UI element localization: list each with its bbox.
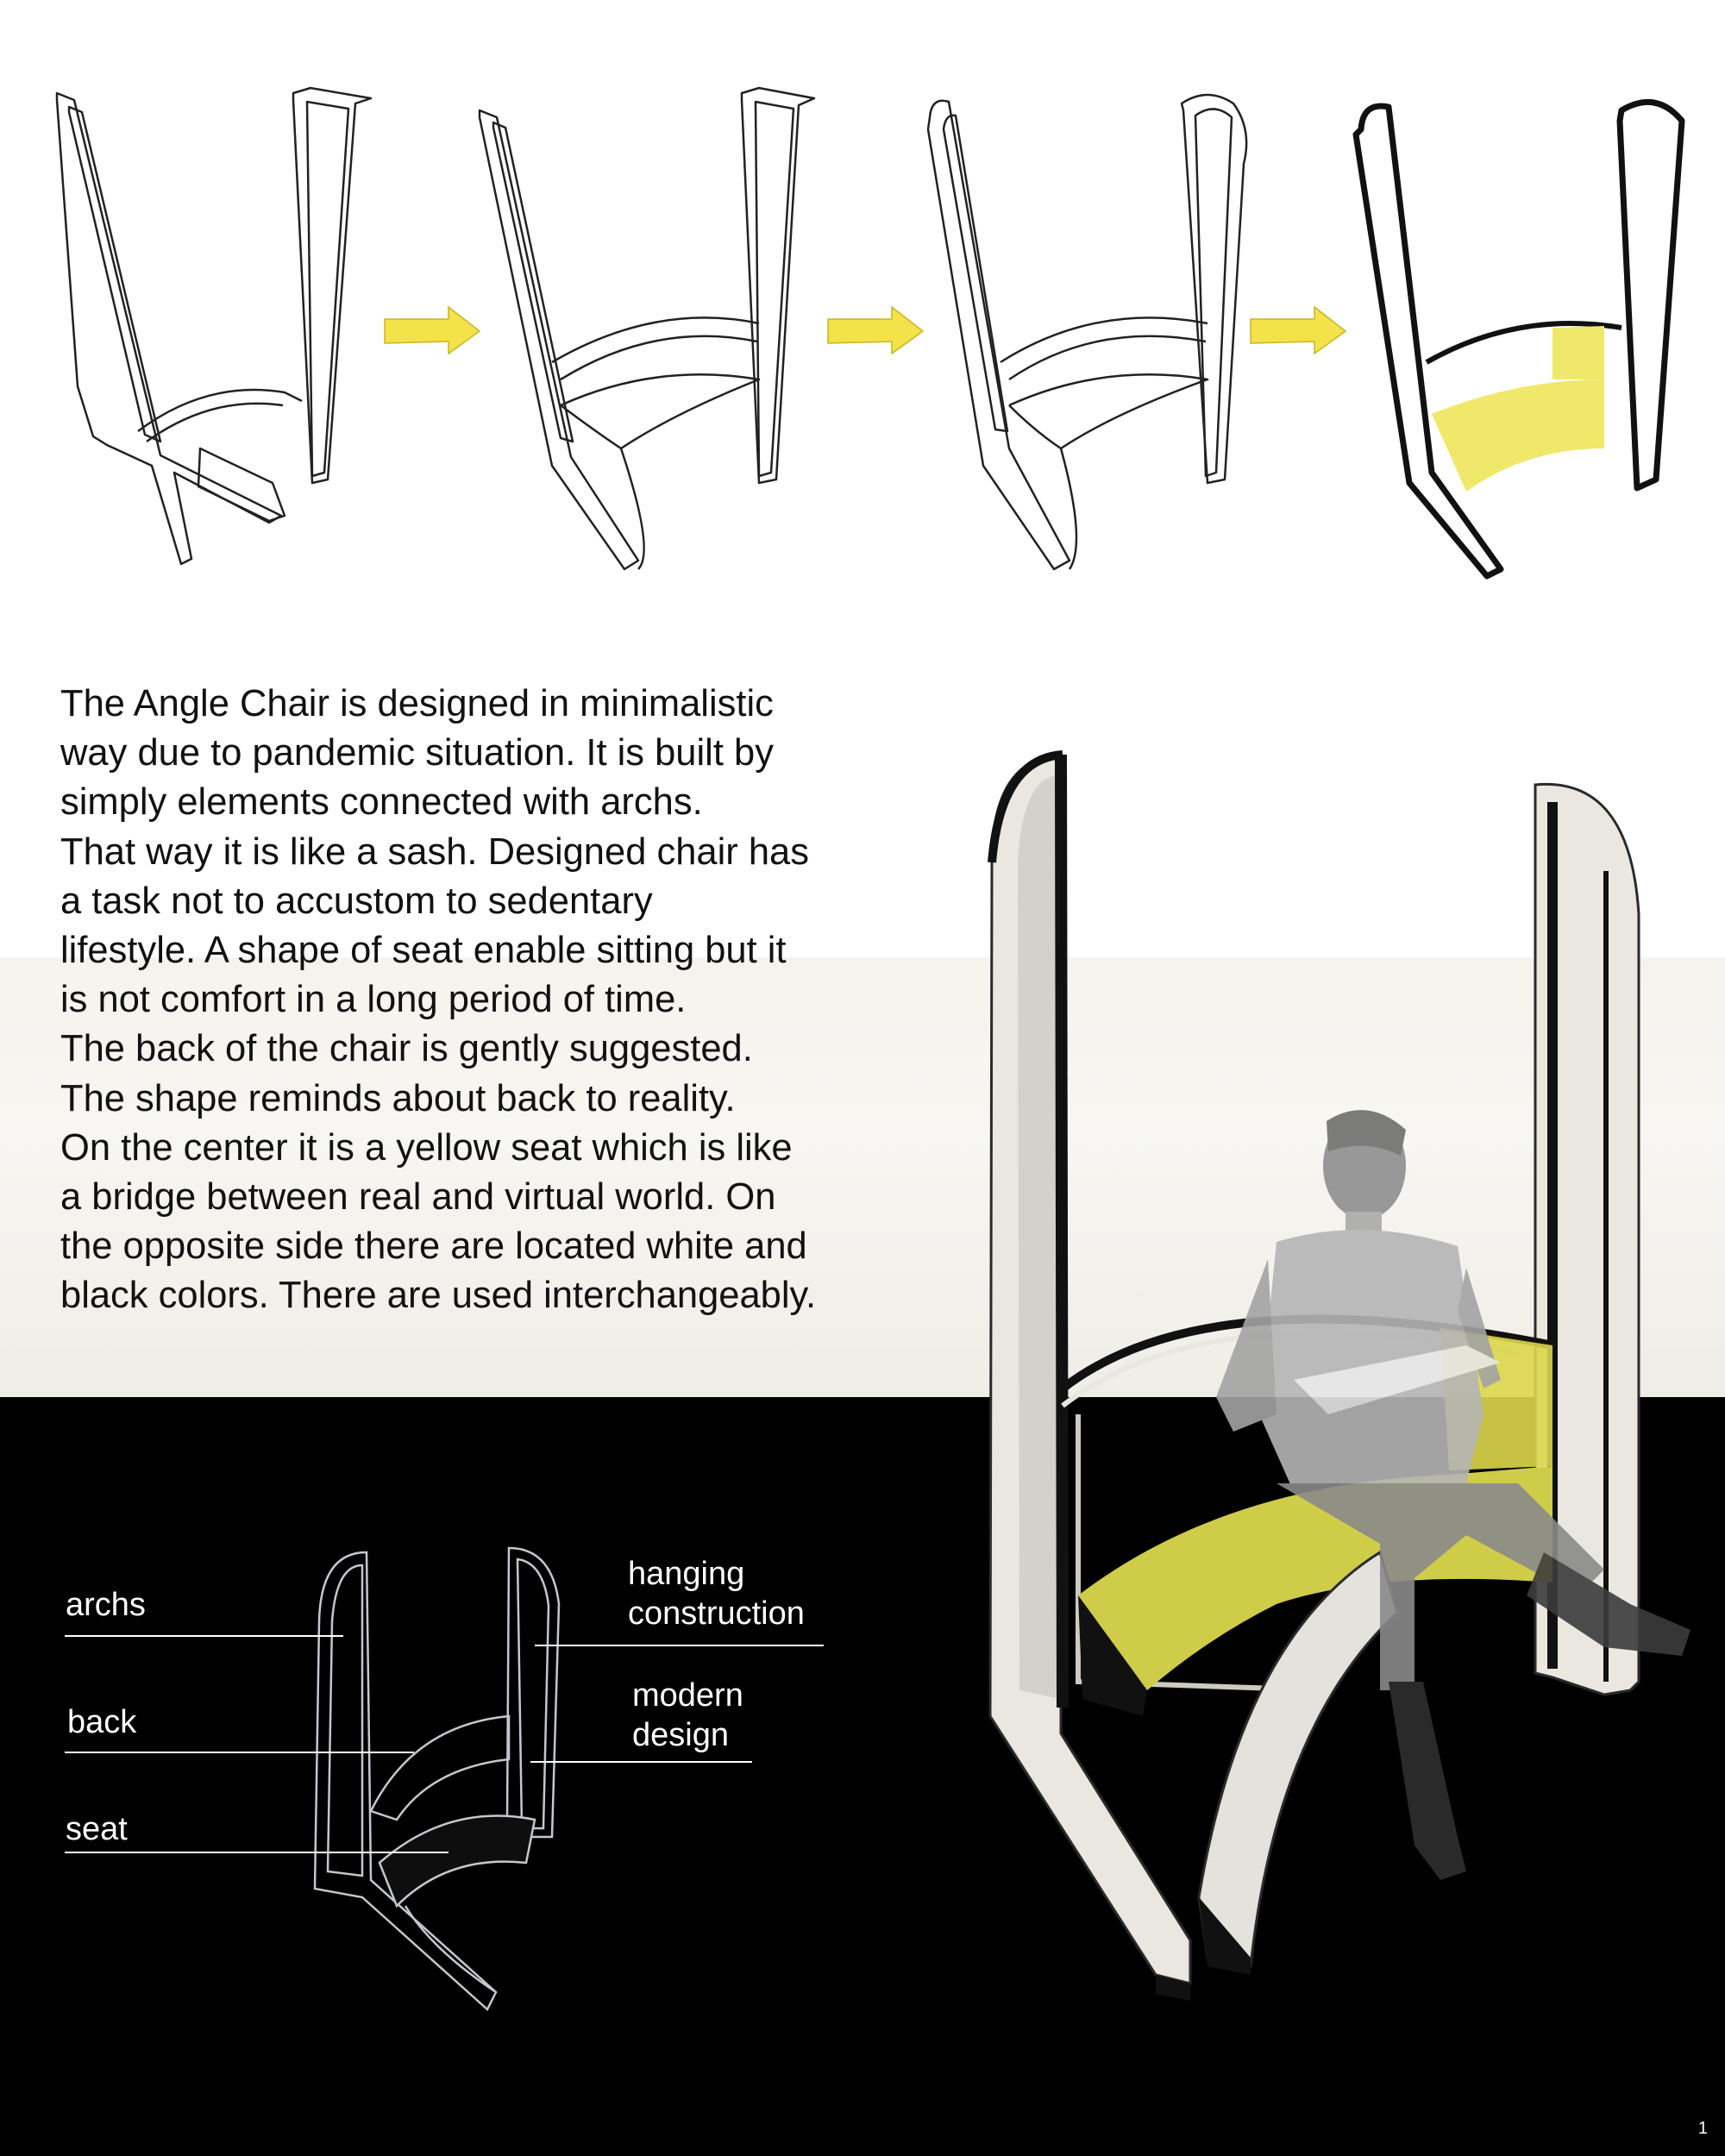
label-modern-line2: design: [632, 1717, 729, 1753]
description-line: a task not to accustom to sedentary: [60, 880, 653, 922]
description-line: That way it is like a sash. Designed chair has: [60, 830, 809, 873]
description-line: The back of the chair is gently suggested.: [60, 1028, 753, 1070]
label-hanging-line2: construction: [628, 1595, 805, 1632]
label-hanging-line1: hanging: [628, 1556, 745, 1592]
wireframe-back: [371, 1716, 509, 1820]
label-archs: archs: [66, 1587, 146, 1623]
description-line: On the center it is a yellow seat which is like: [60, 1126, 793, 1169]
label-seat: seat: [66, 1811, 128, 1847]
description-line: way due to pandemic situation. It is built by: [60, 732, 774, 774]
description-line: the opposite side there are located white and: [60, 1225, 807, 1268]
wireframe-seat: [380, 1816, 535, 1906]
description-line: a bridge between real and virtual world. On: [60, 1176, 776, 1219]
label-back: back: [67, 1704, 137, 1740]
label-hanging-construction: [628, 1554, 805, 1633]
description-line: lifestyle. A shape of seat enable sitting but it: [60, 930, 787, 972]
wireframe-left-arch: [315, 1552, 496, 2009]
description-line: The Angle Chair is designed in minimalistic: [60, 683, 774, 724]
wireframe-right-arch: [507, 1548, 559, 1837]
label-modern-design: [632, 1676, 743, 1755]
label-modern-line1: modern: [632, 1677, 743, 1714]
description-line: black colors. There are used interchangeably.: [60, 1275, 817, 1317]
description-line: simply elements connected with archs.: [60, 781, 703, 824]
description-line: is not comfort in a long period of time.: [60, 979, 687, 1021]
description-line: The shape reminds about back to reality.: [60, 1077, 736, 1119]
page-number: 1: [1697, 2119, 1708, 2138]
